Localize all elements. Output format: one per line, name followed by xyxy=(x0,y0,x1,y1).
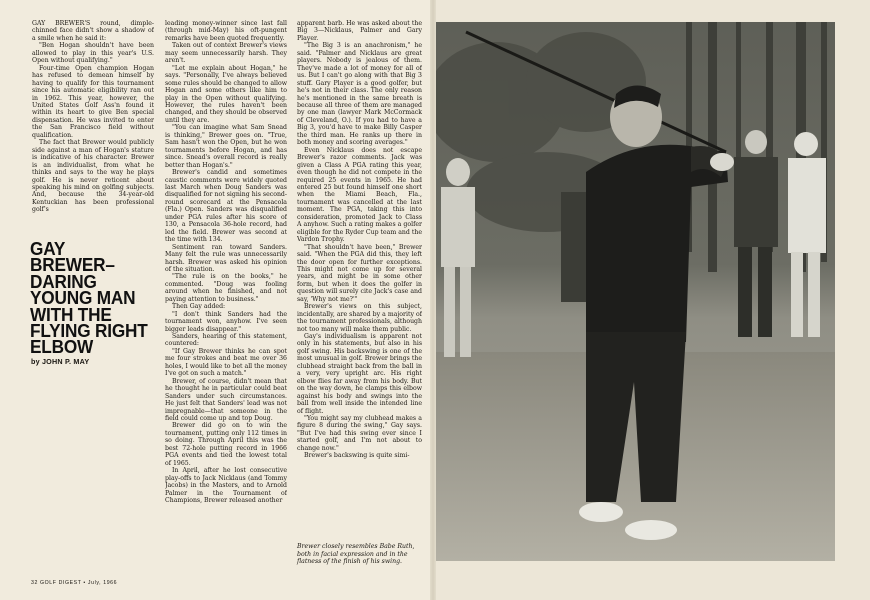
paragraph: Even Nicklaus does not escape Brewer's razor comments. Jack was given a Class A PGA rating this year, even though he did not compete in the required 25 events in 1965. He had entered 25 but found himself one short when the Miami Beach, Fla., tournament was cancelled at the last moment. The PGA, taking this into consideration, promoted Jack to Class A anyhow. Such a rating makes a golfer eligible for the Ryder Cup team and the Vardon Trophy. xyxy=(297,146,422,244)
photo-caption: Brewer closely resembles Babe Ruth, both in facial expression and in the flatness of the finish of his swing. xyxy=(297,543,415,565)
paragraph: In April, after he lost consecutive play-offs to Jack Nicklaus (and Tommy Jacobs) in the Masters, and to Arnold Palmer in the Tournament of Champions, Brewer released another xyxy=(165,467,287,504)
paragraph: apparent barb. He was asked about the Big 3—Nicklaus, Palmer and Gary Player. xyxy=(297,20,422,42)
paragraph: The fact that Brewer would publicly side against a man of Hogan's stature is indicative of his character. Brewer is an individualist, from what he thinks and says to the way he plays golf. He is never reticent about speaking his mind on golfing subjects. And, because the 34-year-old Kentuckian has been professional golf's xyxy=(32,139,154,214)
paragraph: Then Gay added: xyxy=(172,303,226,311)
lead-paragraph: GAY BREWER'S round, dimple-chinned face didn't show a shadow of a smile when he said it: xyxy=(32,20,154,42)
article-column-1 xyxy=(32,20,154,245)
paragraph: Brewer's backswing is quite simi- xyxy=(304,452,410,460)
paragraph: "The rule is on the books," he commented. "Doug was fooling around when he finished, and not paying attention to business." xyxy=(165,273,287,303)
paragraph: Brewer's candid and sometimes caustic comments were widely quoted last March when Doug Sanders was disqualified for not signing his second-round scorecard at the Pensacola (Fla.) Open. Sanders was disqualified under PGA rules after his score of 130, a Pensacola 36-hole record, had led the field. Brewer was second at the time with 134. xyxy=(165,169,287,244)
byline: by JOHN P. MAY xyxy=(31,357,90,366)
paragraph: Taken out of context Brewer's views may seem unnecessarily harsh. They aren't. xyxy=(165,42,287,65)
paragraph: Brewer, of course, didn't mean that he thought he in particular could beat Sanders under such circumstances. He just felt that Sanders' lead was not impregnable—that someone in the field could come up and top Doug. xyxy=(165,377,287,423)
paragraph: Four-time Open champion Hogan has refused to demean himself by having to qualify for this tournament since his automatic eligibility ran out in 1962. This year, however, the United States Golf Ass'n found it within its heart to give Ben special dispensation. He was invited to enter the San Francisco field without qualification. xyxy=(32,64,154,139)
paragraph: "You can imagine what Sam Snead is thinking," Brewer goes on. "True, Sam hasn't won the Open, but he won tournaments before Hogan, and has since. Snead's overall record is really better than Hogan's." xyxy=(165,124,287,169)
paragraph: leading money-winner since last fall (through mid-May) his oft-pungent remarks have been quoted frequently. xyxy=(165,20,287,42)
paragraph: "If Gay Brewer thinks he can spot me four strokes and beat me over 36 holes, I would like to bet all the money I've got on such a match." xyxy=(165,347,287,378)
paragraph: "That shouldn't have been," Brewer said. "When the PGA did this, they left the door open for further exceptions. This might not come up for several years, and might be in some other form, but when it does the golfer in question will surely cite Jack's case and say, 'Why not me?'" xyxy=(297,243,422,303)
article-headline: GAY BREWER–DARING YOUNG MAN WITH THE FLYING RIGHT ELBOW xyxy=(30,238,148,358)
page-folio: 32 GOLF DIGEST • July, 1966 xyxy=(31,580,118,586)
paragraph: Sentiment ran toward Sanders. Many felt the rule was unnecessarily harsh. Brewer was asked his opinion of the situation. xyxy=(165,243,287,273)
paragraph: Sanders, hearing of this statement, countered: xyxy=(165,333,287,348)
golfer-photo xyxy=(436,22,835,561)
golfer-photo-illustration xyxy=(436,22,835,561)
paragraph: "The Big 3 is an anachronism," he said. "Palmer and Nicklaus are great players. Nobody is jealous of them. They've made a lot of money for all of us. But I can't go along with that Big 3 stuff. Gary Player is a good golfer, but he's not in their class. The only reason he's mentioned in the same breath is because all three of them are managed by one man (lawyer Mark McCormack of Cleveland, O.). If you had to have a Big 3, you'd have to make Billy Casper the third man. He ranks up there in both money and scoring averages." xyxy=(297,42,422,147)
paragraph: "Let me explain about Hogan," he says. "Personally, I've always believed some rules should be changed to allow Hogan and some others like him to play in the Open without qualifying. However, the rules haven't been changed, and they should be observed until they are. xyxy=(165,64,287,124)
article-column-2 xyxy=(165,20,287,580)
paragraph: Brewer did go on to win the tournament, putting only 112 times in so doing. Through April this was the best 72-hole putting record in 1966 PGA events and tied the lowest total of 1965. xyxy=(165,422,287,467)
paragraph: "I don't think Sanders had the tournament won, anyhow. I've seen bigger leads disappear." xyxy=(165,310,287,333)
paragraph: Gay's individualism is apparent not only in his statements, but also in his golf swing. His backswing is one of the most unusual in golf. Brewer brings the clubhead straight back from the ball in a very, very upright arc. His right elbow flies far away from his body. But on the way down, he clamps this elbow against his body and swings into the ball from well inside the intended line of flight. xyxy=(297,333,422,415)
paragraph: Brewer's views on this subject, incidentally, are shared by a majority of the tournament professionals, although not too many will make them public. xyxy=(297,303,422,333)
paragraph: "Ben Hogan shouldn't have been allowed to play in this year's U.S. Open without qualifying." xyxy=(32,42,154,65)
paragraph: "You might say my clubhead makes a figure 8 during the swing," Gay says. "But I've had this swing ever since I started golf, and I'm not about to change now." xyxy=(297,415,422,452)
article-column-3 xyxy=(297,20,422,540)
